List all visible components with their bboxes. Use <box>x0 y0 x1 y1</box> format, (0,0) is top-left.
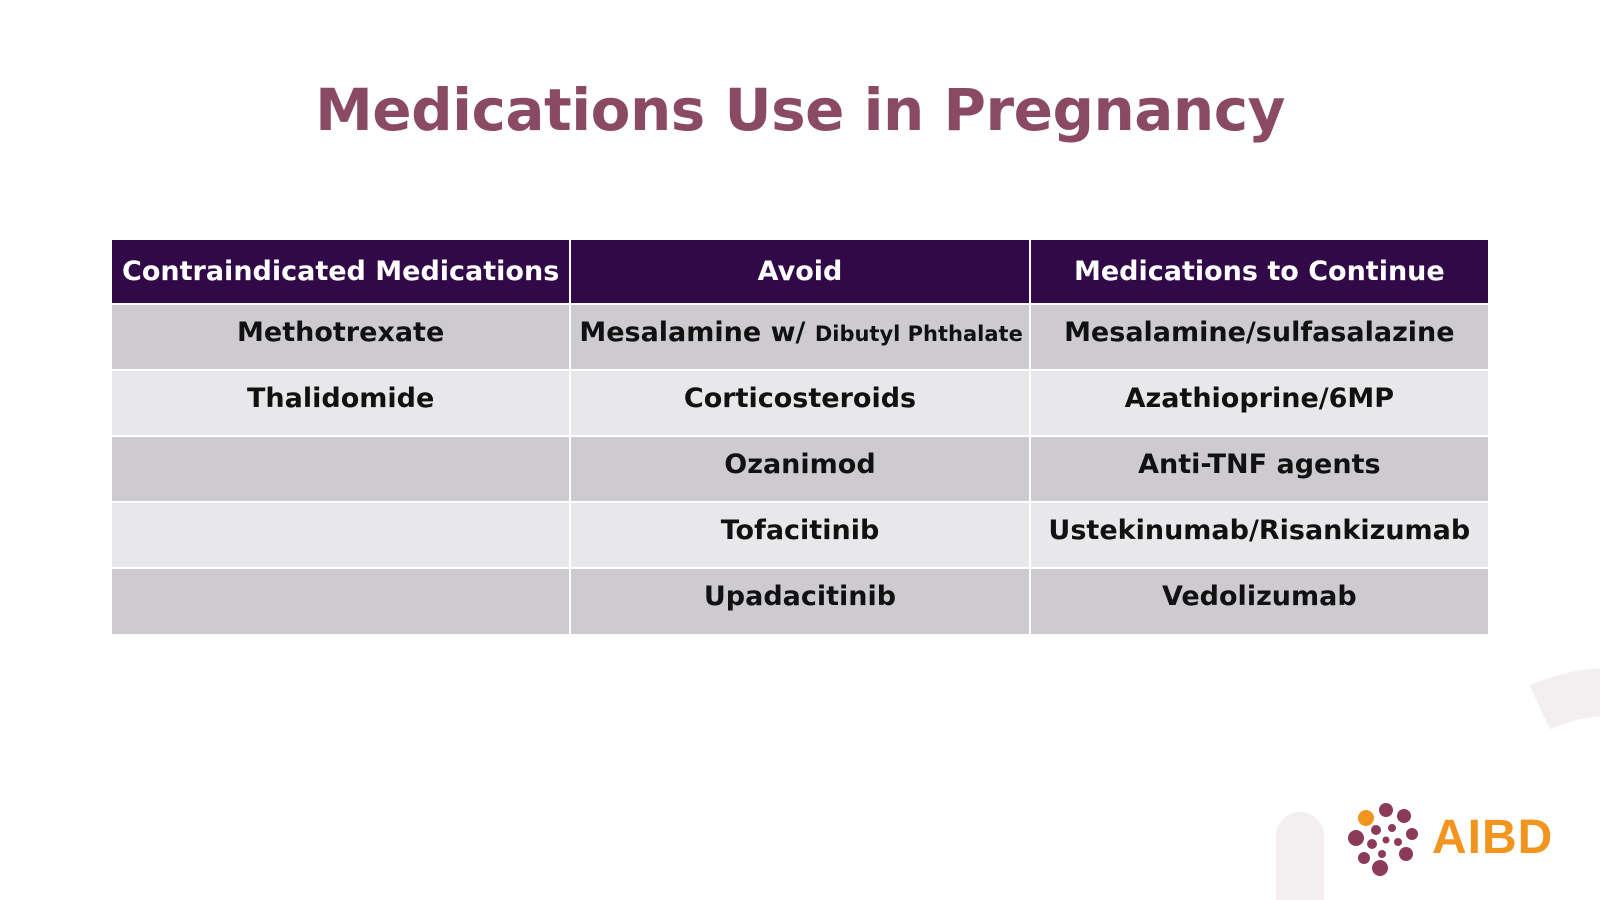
table-row <box>111 304 1489 370</box>
header-continue: Medications to Continue <box>1030 240 1489 304</box>
table-row <box>111 568 1489 634</box>
cell-avoid <box>570 304 1029 370</box>
table-header-row <box>111 240 1489 304</box>
table-row <box>111 502 1489 568</box>
cell-contraindicated: Methotrexate <box>111 304 570 370</box>
cell-contraindicated: Thalidomide <box>111 370 570 436</box>
cell-contraindicated <box>111 436 570 502</box>
aibd-logo <box>1346 802 1586 876</box>
cell-contraindicated <box>111 502 570 568</box>
slide-title: Medications Use in Pregnancy <box>315 76 1285 144</box>
cell-continue: Azathioprine/6MP <box>1030 370 1489 436</box>
avoid-drug: Mesalamine w/ <box>579 317 806 348</box>
cell-avoid: Corticosteroids <box>570 370 1029 436</box>
cell-avoid: Tofacitinib <box>570 502 1029 568</box>
dot-cluster-icon <box>1346 802 1426 876</box>
logo-text: AIBD <box>1432 811 1554 864</box>
decorative-arc-stem <box>1276 812 1324 900</box>
table-row <box>111 436 1489 502</box>
cell-continue: Ustekinumab/Risankizumab <box>1030 502 1489 568</box>
cell-avoid: Upadacitinib <box>570 568 1029 634</box>
cell-contraindicated <box>111 568 570 634</box>
cell-continue: Anti-TNF agents <box>1030 436 1489 502</box>
avoid-note: Dibutyl Phthalate <box>814 322 1023 346</box>
cell-continue: Mesalamine/sulfasalazine <box>1030 304 1489 370</box>
cell-continue: Vedolizumab <box>1030 568 1489 634</box>
header-contraindicated: Contraindicated Medications <box>111 240 570 304</box>
medications-table <box>110 240 1490 634</box>
table-row <box>111 370 1489 436</box>
header-avoid: Avoid <box>570 240 1029 304</box>
cell-avoid: Ozanimod <box>570 436 1029 502</box>
